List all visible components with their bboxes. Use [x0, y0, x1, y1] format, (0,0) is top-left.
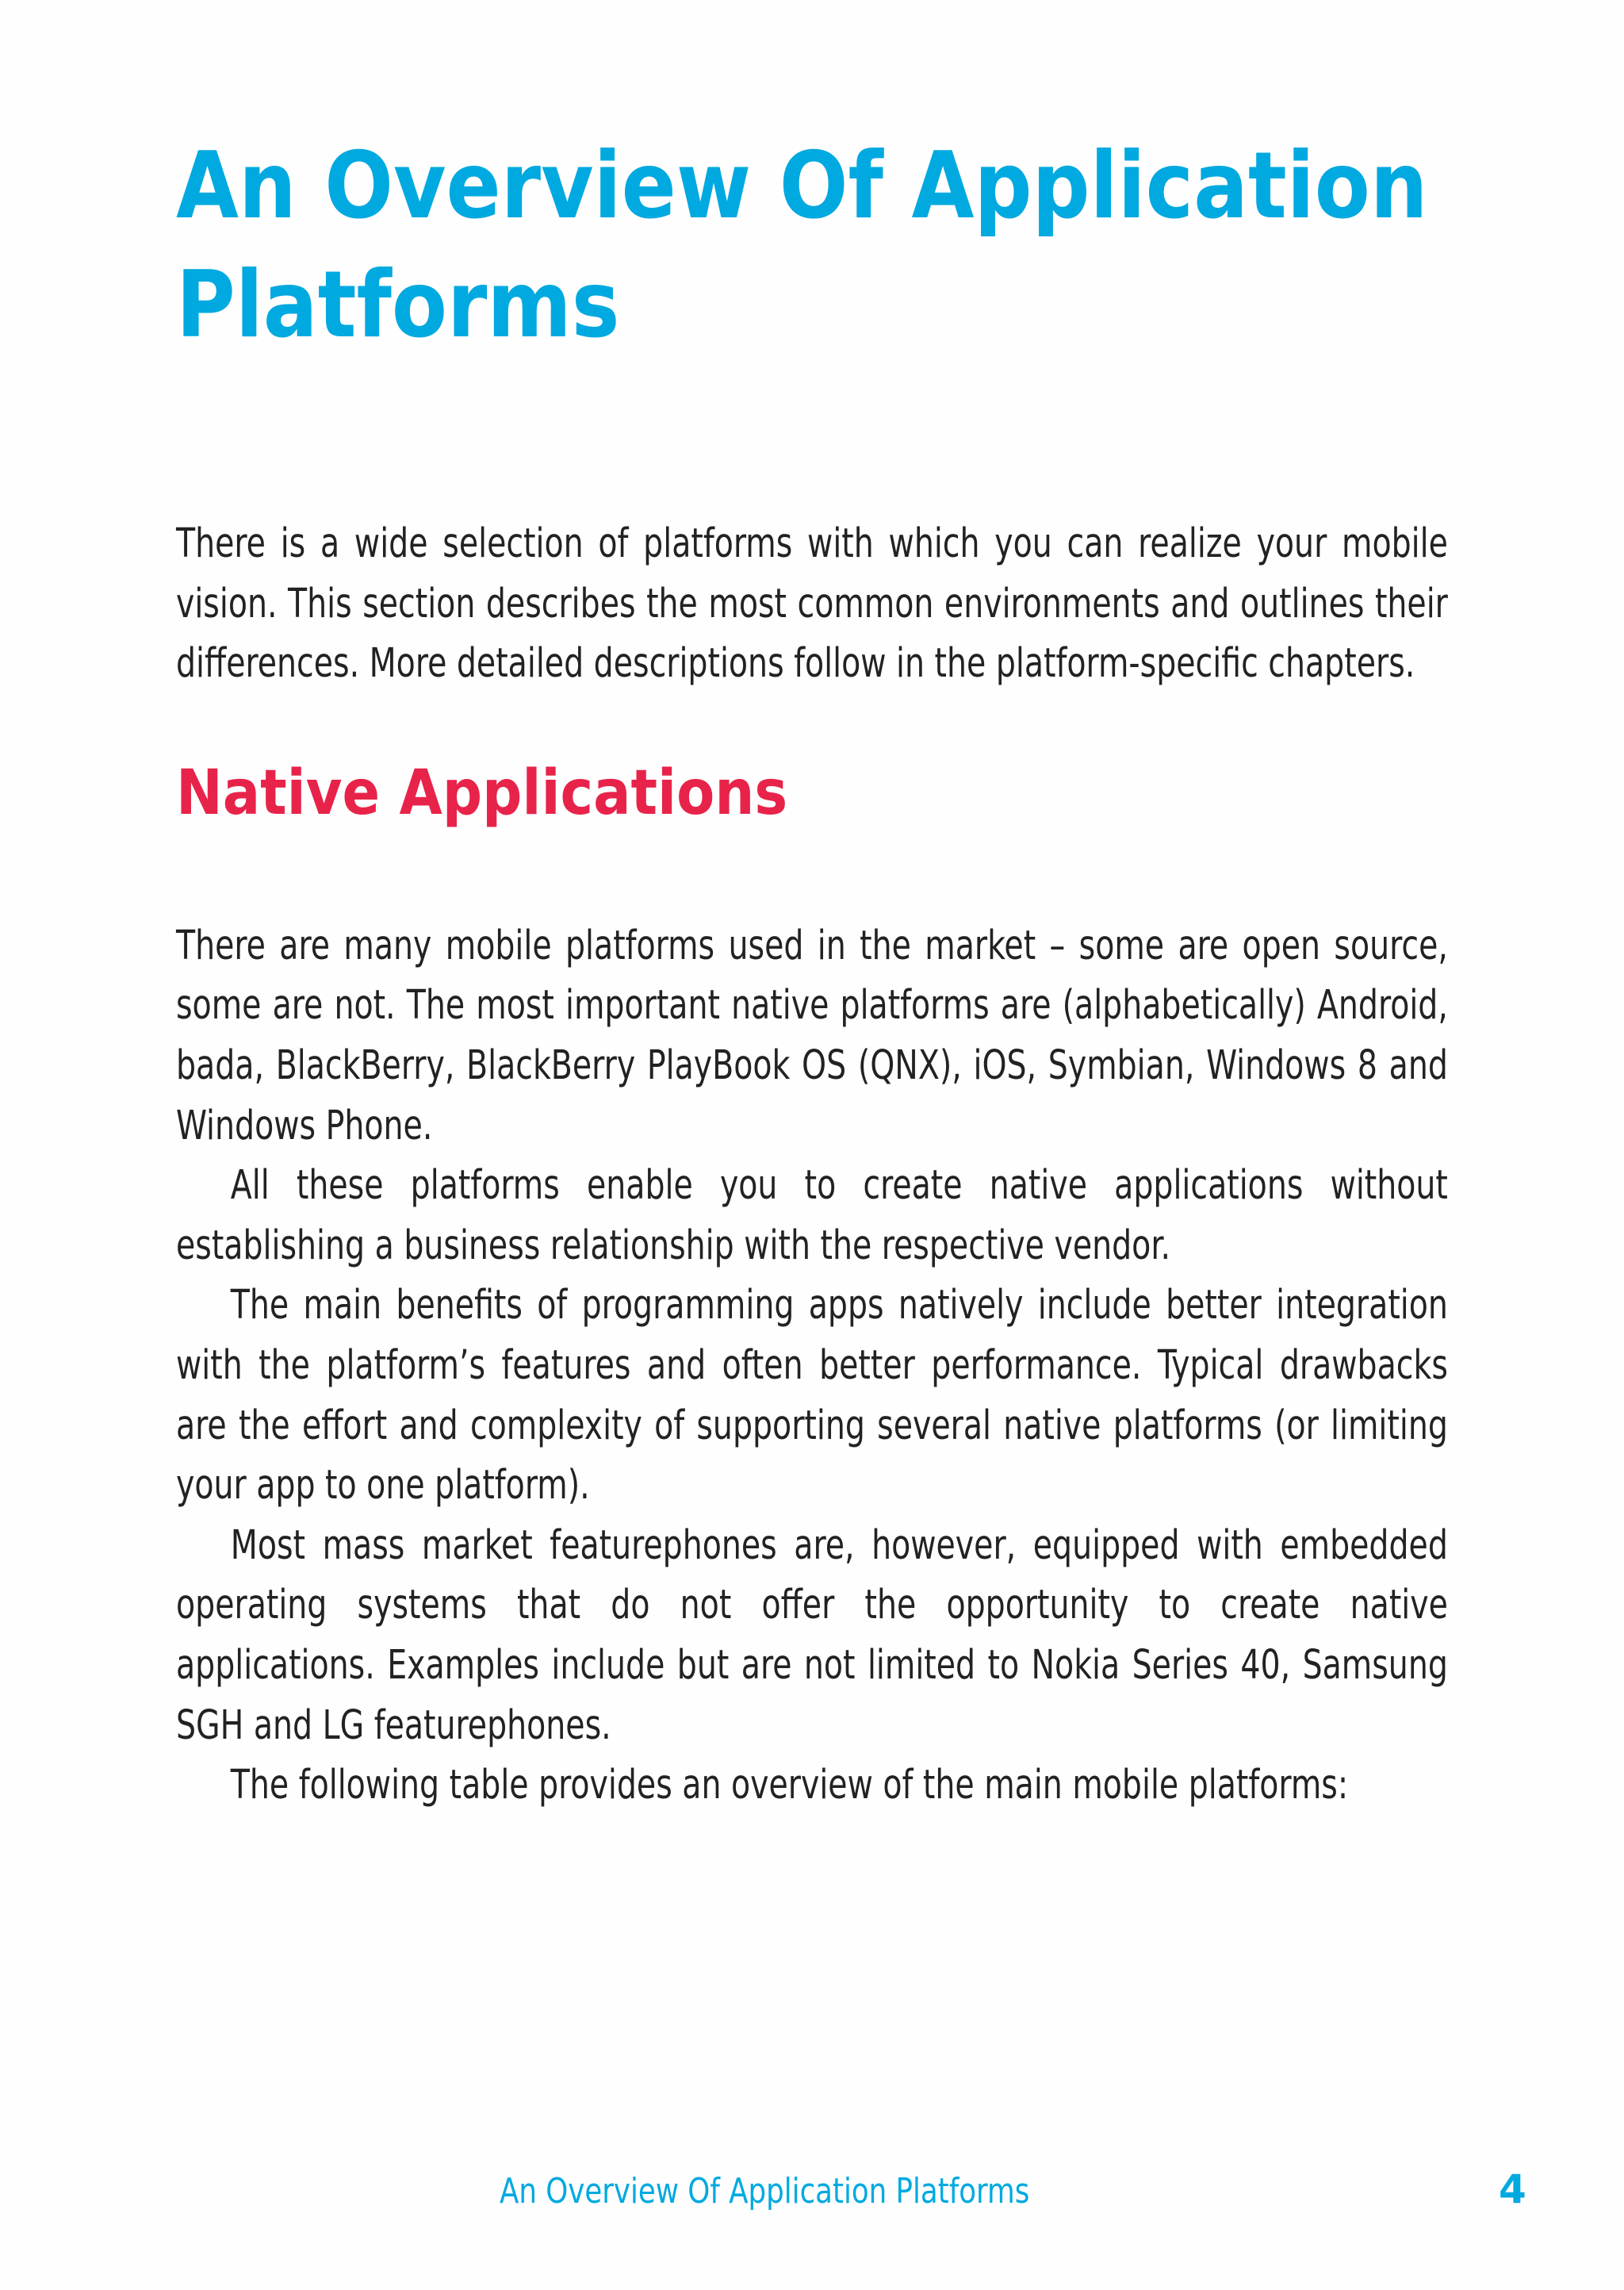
footer-running-title: An Overview Of Application Platforms	[500, 2171, 1030, 2211]
body-paragraph: The following table provides an overview of the main mobile platforms:	[230, 1762, 1349, 1809]
body-paragraph: The main benefits of programming apps natively include better integration with the platform’s features and often better performance. Typical drawbacks are the effort and complexity of supporting several native platforms (or limiting your app to one platform).	[176, 1282, 1448, 1509]
body-paragraph: All these platforms enable you to create native applications without establishing a business relationship with the respective vendor.	[176, 1162, 1448, 1269]
intro-paragraph: There is a wide selection of platforms with which you can realize your mobile vision. This section describes the most common environments and outlines their differences. More detailed descriptions follow in the platform-specific chapters.	[176, 520, 1448, 688]
page-number: 4	[1499, 2166, 1526, 2212]
section-heading: Native Applications	[176, 757, 788, 829]
body-paragraph: Most mass market featurephones are, however, equipped with embedded operating systems that do not offer the opportunity to create native applications. Examples include but are not limited to Nokia Series 40, Samsung SGH and LG featurephones.	[176, 1521, 1448, 1749]
section-body	[176, 916, 1448, 1816]
page-title: An Overview Of Application Platforms	[176, 132, 1428, 359]
body-paragraph: There are many mobile platforms used in the market – some are open source, some are not. The most important native platforms are (alphabetically) Android, bada, BlackBerry, BlackBerry PlayBook OS (QNX), iOS, Symbian, Windows 8 and Windows Phone.	[176, 922, 1448, 1149]
page-content	[176, 127, 1448, 1816]
